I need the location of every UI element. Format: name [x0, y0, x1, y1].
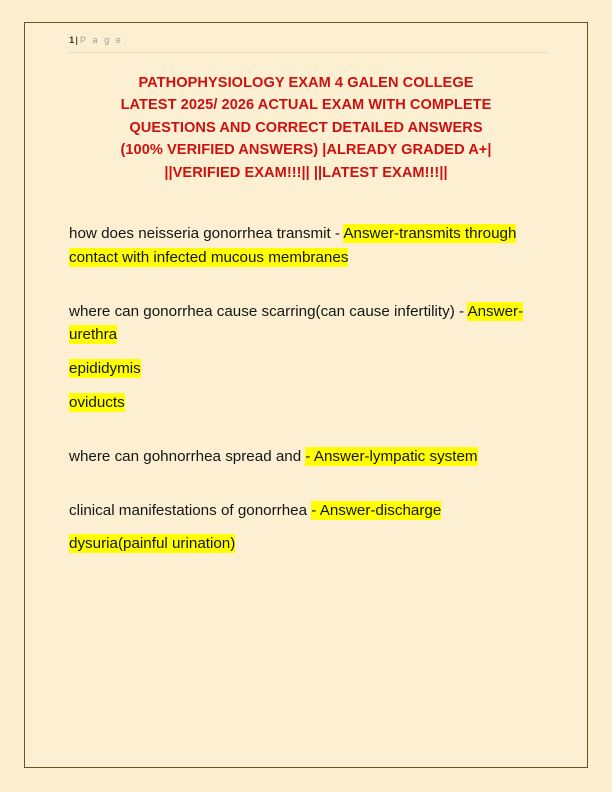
qa-block — [69, 300, 559, 415]
question-text: where can gohnorrhea spread and — [69, 447, 306, 465]
document-title — [48, 72, 564, 184]
running-header — [69, 34, 547, 47]
question-text: how does neisseria gonorrhea transmit - — [69, 225, 344, 242]
page-content — [26, 24, 586, 766]
qa-line — [69, 222, 559, 270]
qa-line — [69, 357, 559, 381]
qa-body — [69, 222, 559, 556]
title-line-3: QUESTIONS AND CORRECT DETAILED ANSWERS — [129, 119, 483, 136]
answer-highlight: Answer-transmits through contact with infected mucous membranes — [69, 225, 517, 266]
header-divider — [69, 52, 547, 53]
page-word-label: P a g e — [79, 35, 124, 45]
answer-highlight: - Answer-discharge — [311, 501, 442, 519]
qa-line — [69, 300, 559, 348]
page-number-value: 1 — [69, 35, 75, 46]
title-line-2: LATEST 2025/ 2026 ACTUAL EXAM WITH COMPLETE — [120, 97, 492, 114]
answer-highlight: dysuria(painful urination) — [69, 535, 236, 553]
title-line-4: (100% VERIFIED ANSWERS) |ALREADY GRADED A+| — [120, 142, 492, 159]
qa-line — [69, 499, 559, 523]
qa-block — [69, 222, 559, 270]
page-number-separator: | — [75, 35, 78, 46]
page-number-header — [69, 34, 547, 47]
title-line-1: PATHOPHYSIOLOGY EXAM 4 GALEN COLLEGE — [138, 75, 474, 91]
answer-highlight: epididymis — [69, 360, 141, 378]
answer-highlight: oviducts — [69, 393, 125, 411]
qa-line — [69, 532, 559, 556]
qa-block — [69, 499, 559, 557]
qa-line — [69, 445, 559, 469]
answer-highlight: Answer-urethra — [69, 302, 524, 344]
qa-block — [69, 445, 559, 469]
question-text: where can gonorrhea cause scarring(can cause infertility) - — [69, 302, 468, 320]
qa-line — [69, 391, 559, 415]
question-text: clinical manifestations of gonorrhea — [69, 501, 312, 519]
answer-highlight: - Answer-lympatic system — [305, 447, 478, 465]
title-line-5: ||VERIFIED EXAM!!!|| ||LATEST EXAM!!!|| — [164, 164, 448, 181]
